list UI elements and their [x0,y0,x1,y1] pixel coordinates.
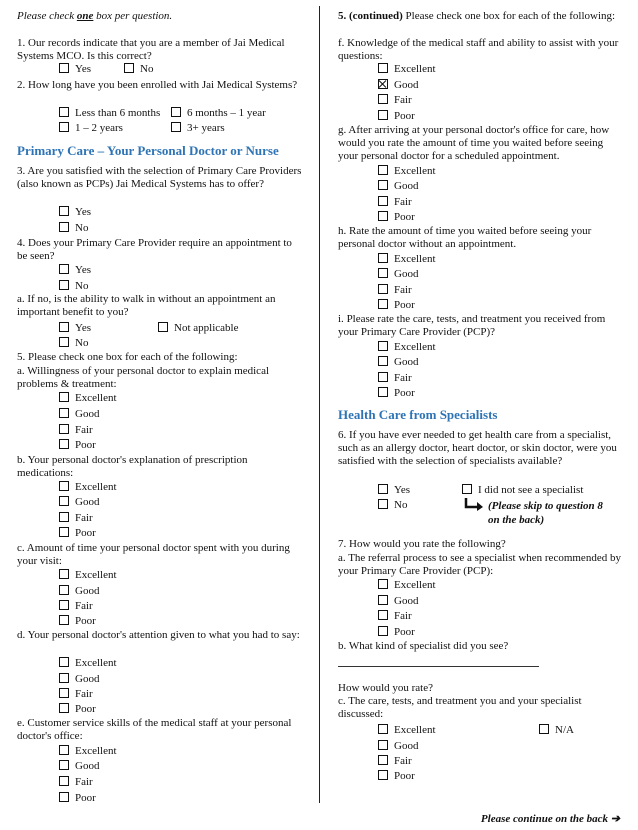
q3-yes[interactable]: Yes [59,206,91,219]
instruction-line [17,10,172,23]
how-rate-label: How would you rate? [338,682,434,694]
question-5d: d. Your personal doctor's attention given to what you had to say: [17,629,300,641]
q6-no-specialist[interactable]: I did not see a specialist [462,484,583,497]
q5e-excellent[interactable]: Excellent [59,745,117,758]
q5a-poor[interactable]: Poor [59,439,96,452]
question-5f: f. Knowledge of the medical staff and ability to assist with your questions: [338,37,619,62]
continue-note: Please continue on the back ➔ [480,813,620,825]
q5b-excellent[interactable]: Excellent [59,481,117,494]
q2-option-4[interactable]: 3+ years [171,122,225,135]
q7a-excellent[interactable]: Excellent [378,579,436,592]
q5i-fair[interactable]: Fair [378,372,412,385]
q5e-fair[interactable]: Fair [59,776,93,789]
q5e-poor[interactable]: Poor [59,792,96,805]
q5h-good[interactable]: Good [378,268,418,281]
question-5h: h. Rate the amount of time you waited before seeing your personal doctor without an appointment. [338,225,592,250]
question-7: 7. How would you rate the following? [338,538,506,550]
q1-no[interactable]: No [124,63,153,76]
specialist-answer-line[interactable] [338,666,539,667]
q4-yes[interactable]: Yes [59,264,91,277]
q5f-fair[interactable]: Fair [378,94,412,107]
column-divider [319,6,320,803]
q5i-excellent[interactable]: Excellent [378,341,436,354]
instruction-text-end: box per question. [93,10,173,22]
q5a-excellent[interactable]: Excellent [59,392,117,405]
instruction-text: Please check [17,10,77,22]
skip-note: (Please skip to question 8 on the back) [488,500,603,526]
q5g-fair[interactable]: Fair [378,196,412,209]
q5b-fair[interactable]: Fair [59,512,93,525]
q6-no[interactable]: No [378,499,407,512]
q5f-good[interactable]: Good [378,79,418,92]
q5c-excellent[interactable]: Excellent [59,569,117,582]
q5d-poor[interactable]: Poor [59,703,96,716]
question-5c: c. Amount of time your personal doctor spent with you during your visit: [17,542,290,567]
q5f-excellent[interactable]: Excellent [378,63,436,76]
q5f-poor[interactable]: Poor [378,110,415,123]
checked-box-icon [378,79,388,89]
q1-yes[interactable]: Yes [59,63,91,76]
q5a-fair[interactable]: Fair [59,424,93,437]
q5i-good[interactable]: Good [378,356,418,369]
q7c-na[interactable]: N/A [539,724,574,737]
question-5: 5. Please check one box for each of the following: [17,351,238,363]
q7c-good[interactable]: Good [378,740,418,753]
q5a-good[interactable]: Good [59,408,99,421]
q5b-poor[interactable]: Poor [59,527,96,540]
question-5e: e. Customer service skills of the medical staff at your personal doctor's office: [17,717,292,742]
skip-arrow-icon [464,497,484,515]
q5c-poor[interactable]: Poor [59,615,96,628]
question-6: 6. If you have ever needed to get health care from a specialist, such as an allergy doctor, heart doctor, or skin doctor, were you satisfied with the selection of specialists available? [338,429,617,467]
q5g-excellent[interactable]: Excellent [378,165,436,178]
question-1: 1. Our records indicate that you are a member of Jai Medical Systems MCO. Is this correct? [17,37,285,62]
section-title-specialists: Health Care from Specialists [338,407,498,422]
section-title-primary-care: Primary Care – Your Personal Doctor or Nurse [17,143,279,158]
question-5g: g. After arriving at your personal doctor's office for care, how would you rate the amount of time you waited before seeing your personal doctor for a scheduled appointment. [338,124,610,162]
question-4a: a. If no, is the ability to walk in without an appointment an important benefit to you? [17,293,276,318]
q4a-not-applicable[interactable]: Not applicable [158,322,238,335]
question-7b: b. What kind of specialist did you see? [338,640,509,652]
question-5b: b. Your personal doctor's explanation of prescription medications: [17,454,248,479]
q4-no[interactable]: No [59,280,88,293]
instruction-emphasis: one [76,10,94,22]
q5g-good[interactable]: Good [378,180,418,193]
question-4: 4. Does your Primary Care Provider require an appointment to be seen? [17,237,292,262]
question-2: 2. How long have you been enrolled with Jai Medical Systems? [17,79,298,91]
q7c-excellent[interactable]: Excellent [378,724,436,737]
q3-no[interactable]: No [59,222,88,235]
q5h-fair[interactable]: Fair [378,284,412,297]
q2-option-3[interactable]: 1 – 2 years [59,122,123,135]
q5b-good[interactable]: Good [59,496,99,509]
q5g-poor[interactable]: Poor [378,211,415,224]
q7a-fair[interactable]: Fair [378,610,412,623]
q5d-excellent[interactable]: Excellent [59,657,117,670]
q7a-poor[interactable]: Poor [378,626,415,639]
q4a-yes[interactable]: Yes [59,322,91,335]
q5c-fair[interactable]: Fair [59,600,93,613]
q7c-poor[interactable]: Poor [378,770,415,783]
question-7a: a. The referral process to see a specialist when recommended by your Primary Care Provider (PCP): [338,552,621,577]
question-3: 3. Are you satisfied with the selection of Primary Care Providers (also known as PCPs) Jai Medical Systems has to offer? [17,165,302,190]
q7a-good[interactable]: Good [378,595,418,608]
q5h-poor[interactable]: Poor [378,299,415,312]
q2-option-2[interactable]: 6 months – 1 year [171,107,266,120]
q5i-poor[interactable]: Poor [378,387,415,400]
q2-option-1[interactable]: Less than 6 months [59,107,160,120]
q7c-fair[interactable]: Fair [378,755,412,768]
q6-yes[interactable]: Yes [378,484,410,497]
question-5a: a. Willingness of your personal doctor to explain medical problems & treatment: [17,365,270,390]
q5h-excellent[interactable]: Excellent [378,253,436,266]
question-5-continued: 5. (continued) Please check one box for each of the following: [338,10,616,22]
q5d-good[interactable]: Good [59,673,99,686]
question-7c: c. The care, tests, and treatment you and your specialist discussed: [338,695,582,720]
q5d-fair[interactable]: Fair [59,688,93,701]
question-5i: i. Please rate the care, tests, and treatment you received from your Primary Care Provider (PCP)? [338,313,606,338]
q5c-good[interactable]: Good [59,585,99,598]
q4a-no[interactable]: No [59,337,88,350]
q5e-good[interactable]: Good [59,760,99,773]
